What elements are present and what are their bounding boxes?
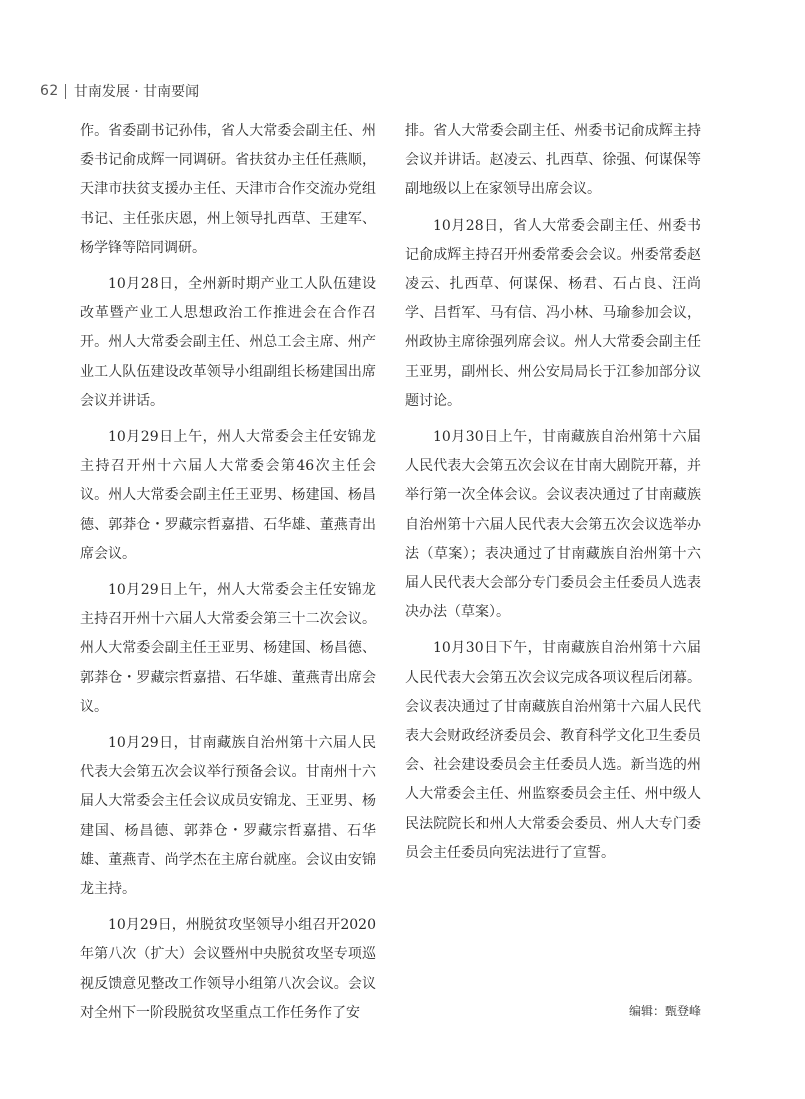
paragraph: 10月29日，甘南藏族自治州第十六届人民代表大会第五次会议举行预备会议。甘南州十六届人大常委会主任会议成员安锦龙、王亚男、杨建国、杨昌德、郭莽仓・罗藏宗哲嘉措、石华雄、董燕青、尚学杰在主席台就座。会议由安锦龙主持。: [80, 735, 376, 898]
page-number: 62: [40, 83, 59, 99]
paragraph: 10月30日下午，甘南藏族自治州第十六届人民代表大会第五次会议完成各项议程后闭幕。会议表决通过了甘南藏族自治州第十六届人民代表大会财政经济委员会、教育科学文化卫生委员会、社会建设委员会主任委员人选。新当选的州人大常委会主任、州监察委员会主任、州中级人民法院院长和州人大常委会委员、州人大专门委员会主任委员向宪法进行了宣誓。: [405, 640, 701, 861]
paragraph: 10月29日，州脱贫攻坚领导小组召开2020年第八次（扩大）会议暨州中央脱贫攻坚专项巡视反馈意见整改工作领导小组第八次会议。会议对全州下一阶段脱贫攻坚重点工作任务作了安: [80, 917, 376, 1021]
paragraph: 10月28日，省人大常委会副主任、州委书记俞成辉主持召开州委常委会会议。州委常委赵凌云、扎西草、何谋保、杨君、石占良、汪尚学、吕哲军、马有信、冯小林、马瑜参加会议，州政协主席徐强列席会议。州人大常委会副主任王亚男，副州长、州公安局局长于江参加部分议题讨论。: [405, 217, 701, 409]
paragraph: 排。省人大常委会副主任、州委书记俞成辉主持会议并讲话。赵凌云、扎西草、徐强、何谋保等副地级以上在家领导出席会议。: [405, 123, 701, 198]
paragraph: 作。省委副书记孙伟，省人大常委会副主任、州委书记俞成辉一同调研。省扶贫办主任任燕顺，天津市扶贫支援办主任、天津市合作交流办党组书记、主任张庆恩，州上领导扎西草、王建军、杨学锋等陪同调研。: [80, 123, 376, 256]
editor-credit: 编辑：甄登峰: [628, 1004, 701, 1018]
right-column: [405, 117, 701, 875]
section-title: 甘南发展 · 甘南要闻: [73, 84, 200, 100]
paragraph: 10月28日，全州新时期产业工人队伍建设改革暨产业工人思想政治工作推进会在合作召开。州人大常委会副主任、州总工会主席、州产业工人队伍建设改革领导小组副组长杨建国出席会议并讲话。: [80, 276, 376, 409]
paragraph: 10月29日上午，州人大常委会主任安锦龙主持召开州十六届人大常委会第三十二次会议。州人大常委会副主任王亚男、杨建国、杨昌德、郭莽仓・罗藏宗哲嘉措、石华雄、董燕青出席会议。: [80, 582, 376, 715]
page-header: [40, 81, 199, 101]
left-column: [80, 117, 376, 1035]
paragraph: 10月29日上午，州人大常委会主任安锦龙主持召开州十六届人大常委会第46次主任会议。州人大常委会副主任王亚男、杨建国、杨昌德、郭莽仓・罗藏宗哲嘉措、石华雄、董燕青出席会议。: [80, 429, 376, 562]
paragraph: 10月30日上午，甘南藏族自治州第十六届人民代表大会第五次会议在甘南大剧院开幕，并举行第一次全体会议。会议表决通过了甘南藏族自治州第十六届人民代表大会第五次会议选举办法（草案）；表决通过了甘南藏族自治州第十六届人民代表大会部分专门委员会主任委员人选表决办法（草案）。: [405, 429, 701, 621]
header-divider: [65, 84, 66, 99]
